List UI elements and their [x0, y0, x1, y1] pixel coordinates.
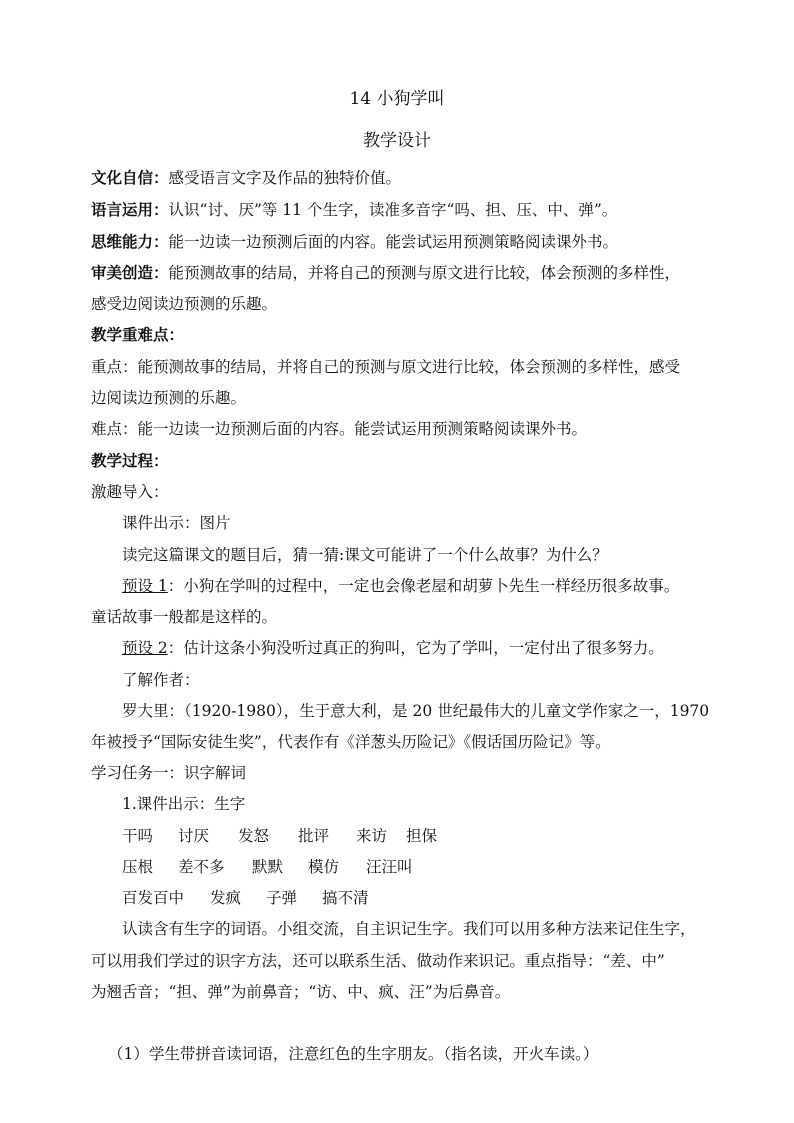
- word: 压根: [122, 858, 154, 876]
- goal-culture-text: 感受语言文字及作品的独特价值。: [168, 169, 402, 187]
- author-text: 罗大里：（1920-1980），生于意大利，是 20 世纪最伟大的儿童文学作家之一，1970: [122, 702, 710, 720]
- word-row-1: [122, 826, 437, 846]
- task1-courseware: 1.课件出示：生字: [122, 795, 246, 813]
- word: 子弹: [266, 889, 298, 907]
- goal-language-label: 语言运用：: [91, 200, 169, 219]
- word: 发怒: [238, 827, 270, 845]
- preset-2-text: ：估计这条小狗没听过真正的狗叫，它为了学叫，一定付出了很多努力。: [167, 639, 664, 657]
- word: 干吗: [122, 827, 154, 845]
- task1-paragraph-line-3: 为翘舌音；“担、弹”为前鼻音；“访、中、疯、汪”为后鼻音。: [91, 983, 511, 1001]
- word: 担保: [406, 827, 438, 845]
- goal-culture: [91, 168, 401, 188]
- preset-2-label: 预设 2: [122, 639, 168, 657]
- goal-thinking-label: 思维能力：: [91, 232, 169, 251]
- goal-aesthetic-label: 审美创造：: [91, 263, 169, 282]
- goal-aesthetic-continued: 感受边阅读边预测的乐趣。: [91, 295, 278, 313]
- word: 搞不清: [322, 889, 369, 907]
- process-heading: 教学过程：: [91, 451, 169, 470]
- word: 来访: [356, 827, 388, 845]
- preset-1-label: 预设 1: [122, 577, 168, 595]
- key-point-text-continued: 边阅读边预测的乐趣。: [91, 389, 247, 407]
- page-subtitle: 教学设计: [363, 131, 431, 151]
- goal-aesthetic: [91, 263, 680, 283]
- word: 差不多: [178, 858, 225, 876]
- word: 讨厌: [178, 827, 210, 845]
- word-row-3: [122, 888, 369, 908]
- key-points-heading: 教学重难点：: [91, 325, 185, 344]
- preset-1-continued: 童话故事一般都是这样的。: [91, 608, 278, 626]
- goal-language: [91, 200, 617, 220]
- page-title: 14 小狗学叫: [349, 89, 445, 109]
- task1-heading: 学习任务一：识字解词: [91, 764, 247, 782]
- word: 发疯: [210, 889, 242, 907]
- preset-1-text: ：小狗在学叫的过程中，一定也会像老屋和胡萝卜先生一样经历很多故事。: [167, 577, 680, 595]
- goal-language-text: 认识“讨、厌”等 11 个生字，读准多音字“吗、担、压、中、弹”。: [168, 201, 618, 219]
- author-heading: 了解作者：: [122, 671, 200, 689]
- word: 模仿: [308, 858, 340, 876]
- task1-step-1: （1）学生带拼音读词语，注意红色的生字朋友。（指名读，开火车读。）: [108, 1045, 599, 1063]
- word: 批评: [298, 827, 330, 845]
- courseware-picture: 课件出示：图片: [122, 514, 231, 532]
- author-text-continued: 年被授予“国际安徒生奖”，代表作有《洋葱头历险记》《假话国历险记》等。: [91, 733, 611, 751]
- key-point-text: 重点：能预测故事的结局，并将自己的预测与原文进行比较，体会预测的多样性，感受: [91, 358, 681, 376]
- task1-paragraph: 认读含有生字的词语。小组交流，自主识记生字。我们可以用多种方法来记住生字，: [122, 920, 696, 938]
- word-row-2: [122, 857, 413, 877]
- goal-thinking: [91, 232, 618, 252]
- goal-thinking-text: 能一边读一边预测后面的内容。能尝试运用预测策略阅读课外书。: [168, 233, 619, 251]
- intro-heading: 激趣导入：: [91, 483, 169, 501]
- task1-paragraph-line-2: 可以用我们学过的识字方法，还可以联系生活、做动作来识记。重点指导：“差、中”: [91, 952, 665, 970]
- word: 汪汪叫: [366, 858, 413, 876]
- goal-culture-label: 文化自信：: [91, 168, 169, 187]
- guess-question: 读完这篇课文的题目后，猜一猜:课文可能讲了一个什么故事？为什么？: [122, 546, 608, 564]
- word: 百发百中: [122, 889, 185, 907]
- preset-1: [122, 576, 679, 596]
- goal-aesthetic-text: 能预测故事的结局，并将自己的预测与原文进行比较，体会预测的多样性，: [168, 264, 681, 282]
- preset-2: [122, 638, 664, 658]
- difficult-point-text: 难点：能一边读一边预测后面的内容。能尝试运用预测策略阅读课外书。: [91, 420, 588, 438]
- word: 默默: [252, 858, 284, 876]
